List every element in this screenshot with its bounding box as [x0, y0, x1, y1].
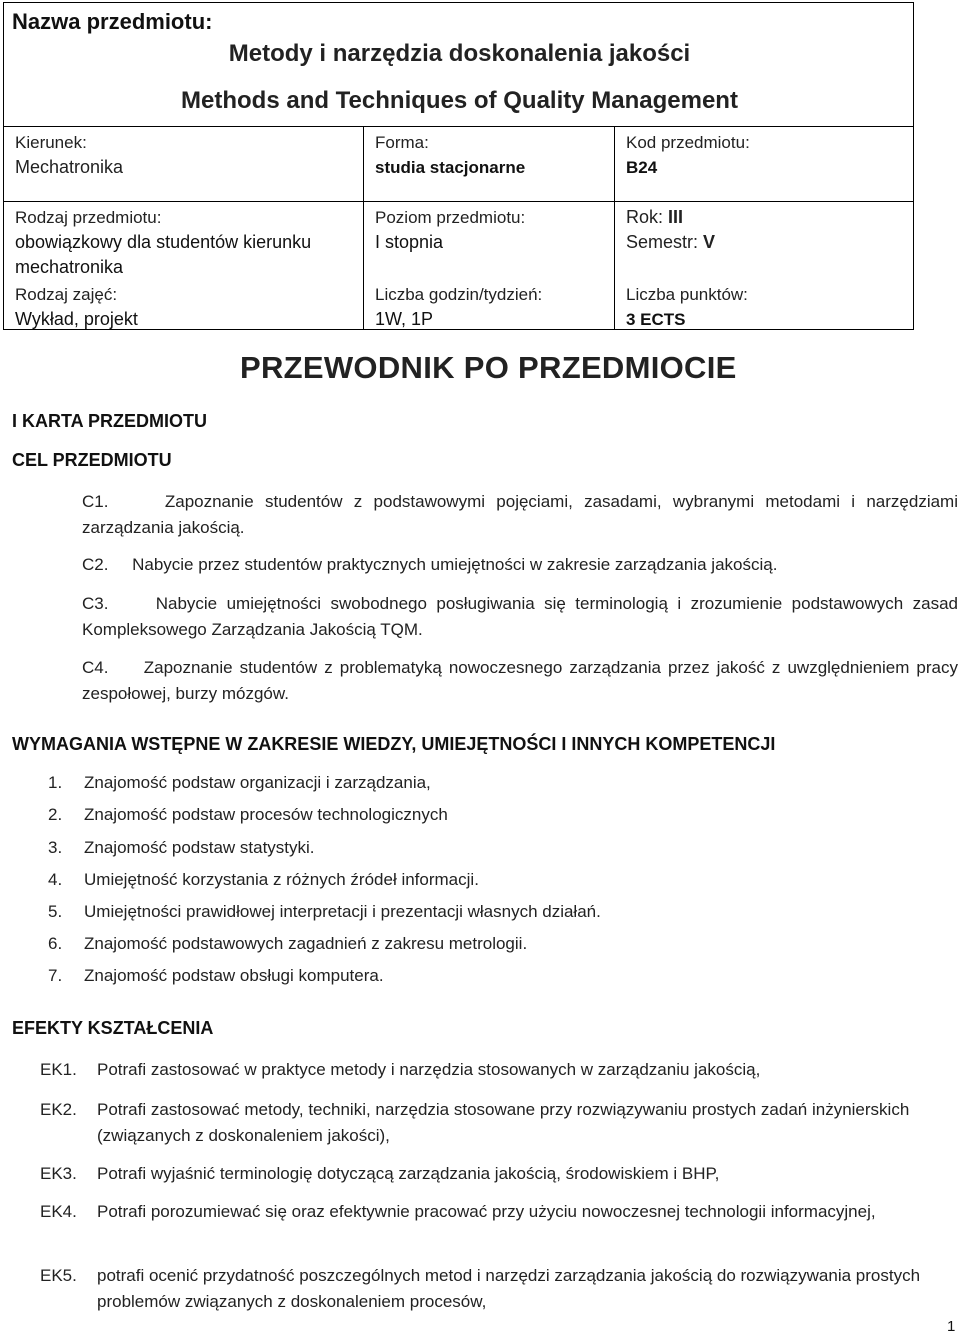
goal-text: Zapoznanie studentów z problematyką nowoczesnego zarządzania przez jakość z uwzględnieniem pracy zespołowej, burzy mózgów. [82, 658, 958, 703]
course-title-polish: Metody i narzędzia doskonalenia jakości [228, 40, 691, 67]
effects-heading: EFEKTY KSZTAŁCENIA [12, 1018, 214, 1038]
effect-text: Potrafi porozumiewać się oraz efektywnie pracować przy użyciu nowoczesnej technologii informacyjnej, [97, 1202, 876, 1221]
list-item [48, 773, 431, 793]
course-title-english: Methods and Techniques of Quality Management [181, 87, 738, 114]
effect-code: EK3. [40, 1164, 77, 1183]
list-text: Znajomość podstaw organizacji i zarządzania, [84, 773, 431, 792]
goal-text: Nabycie przez studentów praktycznych umiejętności w zakresie zarządzania jakością. [132, 555, 778, 574]
list-number: 3. [48, 838, 63, 857]
punkty-label: Liczba punktów: [626, 285, 748, 304]
list-number: 2. [48, 805, 63, 824]
punkty-value: 3 ECTS [626, 310, 686, 329]
effect-item [40, 1263, 940, 1315]
requirements-heading: WYMAGANIA WSTĘPNE W ZAKRESIE WIEDZY, UMIEJĘTNOŚCI I INNYCH KOMPETENCJI [12, 734, 776, 754]
effect-item [40, 1057, 940, 1083]
course-header-table [3, 2, 914, 330]
kod-value: B24 [626, 158, 658, 177]
semestr-label: Semestr: [626, 232, 699, 252]
guide-title: PRZEWODNIK PO PRZEDMIOCIE [240, 350, 737, 385]
kierunek-label: Kierunek: [15, 133, 87, 152]
goal-code: C3. [82, 594, 109, 613]
list-number: 1. [48, 773, 63, 792]
header-row-details [4, 201, 913, 329]
rok-line [626, 205, 913, 230]
rok-value: III [668, 207, 684, 227]
list-text: Znajomość podstawowych zagadnień z zakresu metrologii. [84, 934, 528, 953]
list-number: 6. [48, 934, 63, 953]
poziom-label: Poziom przedmiotu: [375, 208, 526, 227]
cel-heading: CEL PRZEDMIOTU [12, 450, 172, 470]
forma-value: studia stacjonarne [375, 158, 526, 177]
semestr-value: V [703, 232, 716, 252]
list-number: 5. [48, 902, 63, 921]
rodzaj-zajec-value: Wykład, projekt [15, 309, 138, 329]
page-number: 1 [947, 1318, 956, 1335]
goal-text: Zapoznanie studentów z podstawowymi pojęciami, zasadami, wybranymi metodami i narzędziami zarządzania jakością. [82, 492, 958, 537]
list-text: Umiejętności prawidłowej interpretacji i prezentacji własnych działań. [84, 902, 601, 921]
godziny-label: Liczba godzin/tydzień: [375, 285, 543, 304]
goal-item [82, 552, 958, 578]
forma-label: Forma: [375, 133, 429, 152]
effect-code: EK4. [40, 1202, 77, 1221]
karta-heading: I KARTA PRZEDMIOTU [12, 411, 207, 431]
goal-item [82, 655, 958, 707]
effect-item [40, 1097, 940, 1149]
effect-code: EK2. [40, 1100, 77, 1119]
list-text: Umiejętność korzystania z różnych źródeł informacji. [84, 870, 479, 889]
kierunek-value: Mechatronika [15, 157, 124, 177]
effect-item [40, 1161, 940, 1187]
list-item [48, 934, 527, 954]
goal-item [82, 591, 958, 643]
list-item [48, 902, 601, 922]
rodzaj-przedmiotu-label: Rodzaj przedmiotu: [15, 208, 162, 227]
poziom-cell [363, 202, 614, 329]
goal-code: C1. [82, 492, 109, 511]
effect-code: EK5. [40, 1266, 77, 1285]
rok-label: Rok: [626, 207, 664, 227]
kod-label: Kod przedmiotu: [626, 133, 750, 152]
effect-text: Potrafi wyjaśnić terminologię dotyczącą zarządzania jakością, środowiskiem i BHP, [97, 1164, 720, 1183]
effect-text: potrafi ocenić przydatność poszczególnych metod i narzędzi zarządzania jakością do rozwiązywania prostych problemów związanych z doskonaleniem procesów, [97, 1266, 921, 1311]
list-item [48, 805, 448, 825]
rodzaj-zajec-label: Rodzaj zajęć: [15, 285, 118, 304]
effect-code: EK1. [40, 1060, 77, 1079]
rodzaj-przedmiotu-value: obowiązkowy dla studentów kierunku mechatronika [15, 232, 312, 277]
effect-item [40, 1199, 940, 1225]
semestr-line [626, 230, 913, 255]
goal-code: C4. [82, 658, 109, 677]
goal-code: C2. [82, 555, 109, 574]
goal-item [82, 489, 958, 541]
rodzaj-cell [4, 202, 363, 329]
header-row-program [4, 126, 913, 201]
kierunek-cell [4, 127, 363, 201]
forma-cell [363, 127, 614, 201]
list-number: 4. [48, 870, 63, 889]
list-number: 7. [48, 966, 63, 985]
course-name-label: Nazwa przedmiotu: [12, 9, 213, 34]
course-title-box [4, 3, 913, 126]
list-item [48, 870, 479, 890]
goal-text: Nabycie umiejętności swobodnego posługiwania się terminologią i zrozumienie podstawowych zasad Kompleksowego Zarządzania Jakością TQM. [82, 594, 958, 639]
effect-text: Potrafi zastosować metody, techniki, narzędzia stosowane przy rozwiązywaniu prostych zadań inżynierskich (związanych z doskonaleniem jakości), [97, 1100, 910, 1145]
poziom-value: I stopnia [375, 232, 444, 252]
list-item [48, 838, 315, 858]
list-text: Znajomość podstaw statystyki. [84, 838, 315, 857]
kod-cell [614, 127, 913, 201]
rok-cell [614, 202, 913, 329]
godziny-value: 1W, 1P [375, 309, 434, 329]
effect-text: Potrafi zastosować w praktyce metody i narzędzia stosowanych w zarządzaniu jakością, [97, 1060, 761, 1079]
list-text: Znajomość podstaw procesów technologicznych [84, 805, 448, 824]
list-item [48, 966, 384, 986]
list-text: Znajomość podstaw obsługi komputera. [84, 966, 384, 985]
